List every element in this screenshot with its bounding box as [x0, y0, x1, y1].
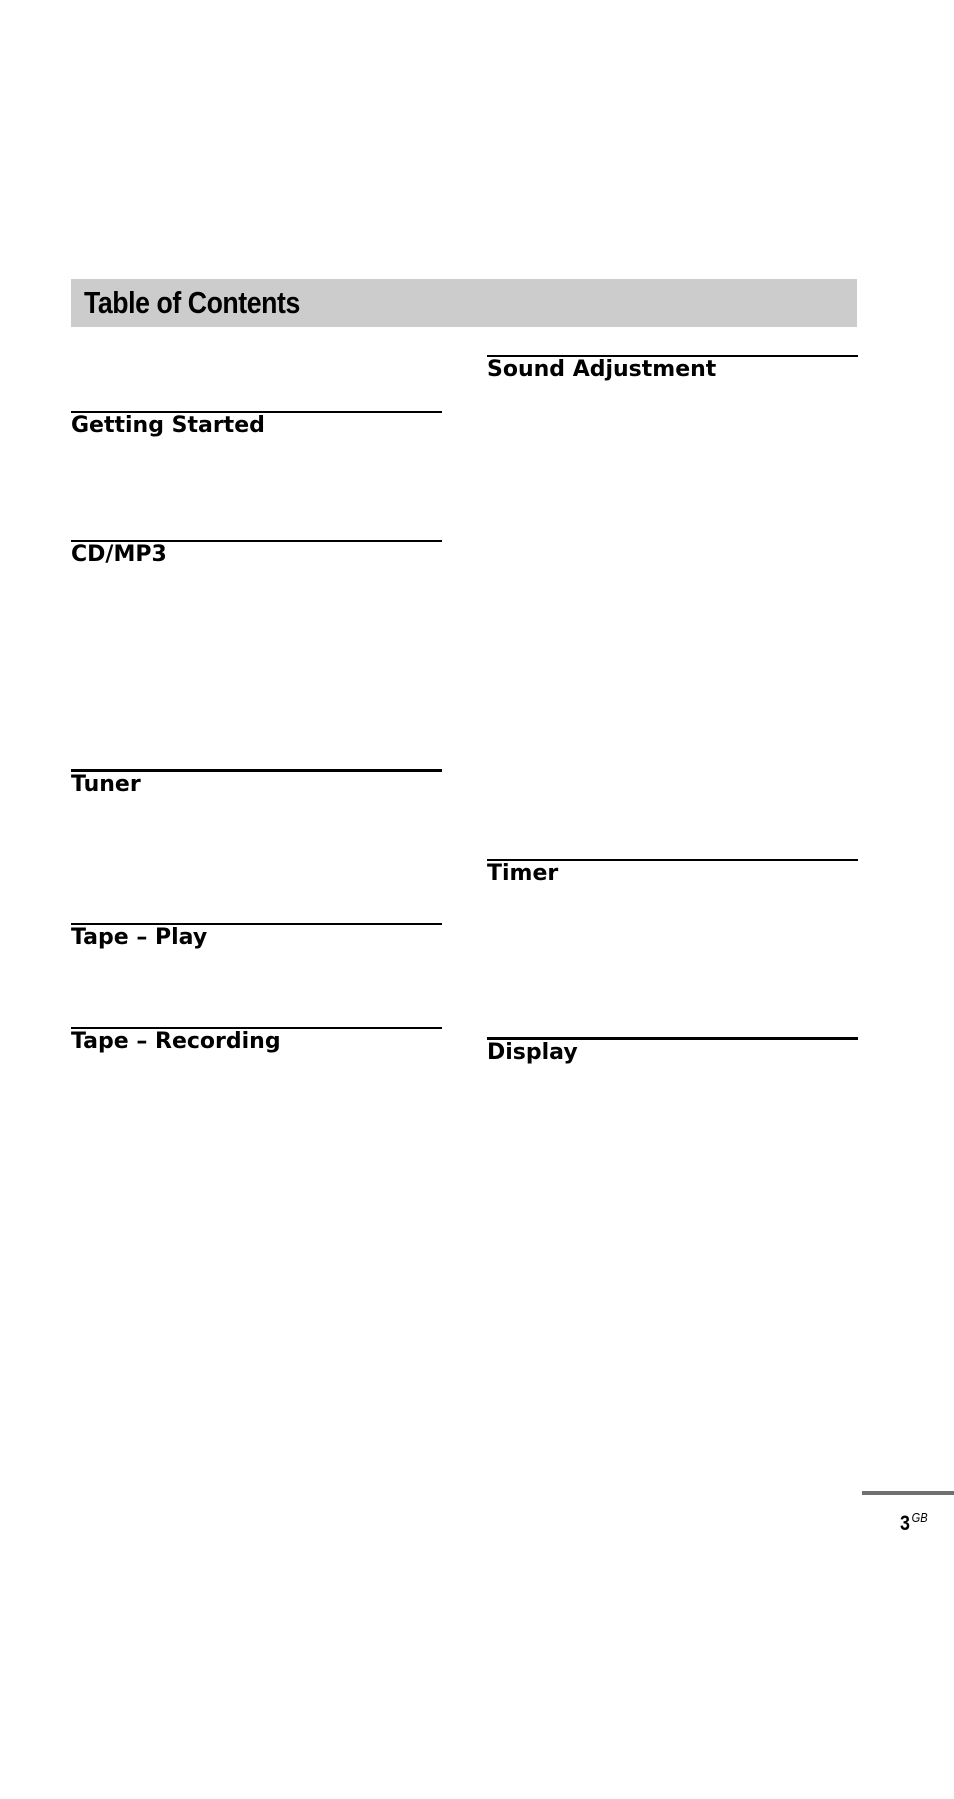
section-sound-adjustment — [487, 355, 858, 383]
toc-title-bar — [71, 279, 857, 327]
section-heading: Tape – Recording — [71, 1029, 281, 1054]
section-heading: Display — [487, 1040, 578, 1065]
section-heading: Sound Adjustment — [487, 357, 717, 382]
page-number-suffix: GB — [911, 1510, 928, 1525]
section-tuner — [71, 769, 442, 798]
page-title: Table of Contents — [84, 285, 300, 320]
section-timer — [487, 859, 858, 887]
section-heading: Tape – Play — [71, 925, 208, 950]
section-heading: Timer — [487, 861, 559, 886]
section-getting-started — [71, 411, 442, 439]
section-tape-recording — [71, 1027, 442, 1055]
page-number-value: 3 — [900, 1512, 910, 1535]
section-heading: Tuner — [71, 772, 141, 797]
page-footer-rule — [862, 1491, 954, 1495]
page-number — [900, 1506, 928, 1536]
section-display — [487, 1037, 858, 1066]
section-tape-play — [71, 923, 442, 951]
section-cd-mp3 — [71, 540, 442, 568]
section-heading: Getting Started — [71, 413, 265, 438]
section-heading: CD/MP3 — [71, 542, 167, 567]
